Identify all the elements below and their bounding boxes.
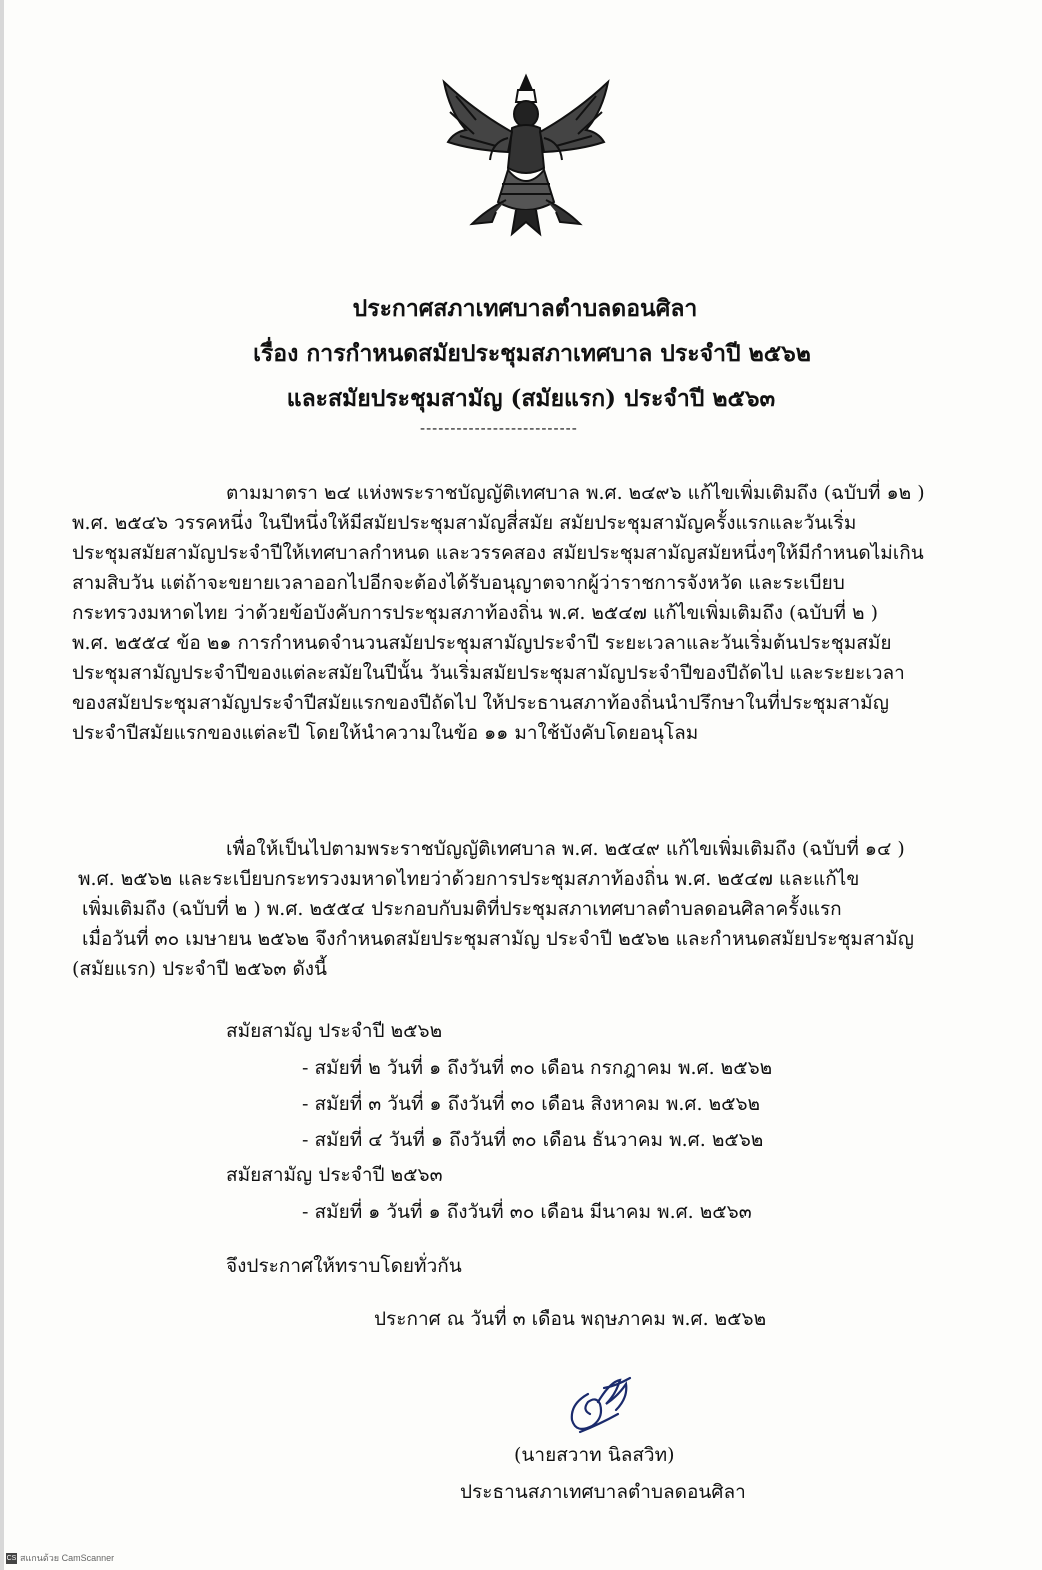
schedule-heading-2562: สมัยสามัญ ประจำปี ๒๕๖๒ — [226, 1020, 443, 1042]
paragraph-line: กระทรวงมหาดไทย ว่าด้วยข้อบังคับการประชุมสภาท้องถิ่น พ.ศ. ๒๕๔๗ แก้ไขเพิ่มเติมถึง (ฉบับที่ ๒ ) — [72, 602, 879, 624]
signatory-name: (นายสวาท นิลสวิท) — [514, 1444, 675, 1466]
garuda-emblem-icon — [436, 72, 616, 240]
schedule-heading-2563: สมัยสามัญ ประจำปี ๒๕๖๓ — [226, 1164, 443, 1186]
title-divider: -------------------------- — [420, 419, 578, 437]
paragraph-line: เพิ่มเติมถึง (ฉบับที่ ๒ ) พ.ศ. ๒๕๕๔ ประกอบกับมติที่ประชุมสภาเทศบาลตำบลดอนศิลาครั้งแรก — [82, 898, 842, 920]
announcement-title — [4, 286, 1042, 421]
announcement-date: ประกาศ ณ วันที่ ๓ เดือน พฤษภาคม พ.ศ. ๒๕๖๒ — [374, 1308, 767, 1330]
paragraph-line: ประชุมสมัยสามัญประจำปีให้เทศบาลกำหนด และวรรคสอง สมัยประชุมสามัญสมัยหนึ่งๆให้มีกำหนดไม่เกิน — [72, 542, 924, 564]
paragraph-line: สามสิบวัน แต่ถ้าจะขยายเวลาออกไปอีกจะต้องได้รับอนุญาตจากผู้ว่าราชการจังหวัด และระเบียบ — [72, 572, 845, 594]
paragraph-resolution — [72, 834, 985, 984]
schedule-item: - สมัยที่ ๑ วันที่ ๑ ถึงวันที่ ๓๐ เดือน มีนาคม พ.ศ. ๒๕๖๓ — [302, 1201, 752, 1223]
paragraph-line: ตามมาตรา ๒๔ แห่งพระราชบัญญัติเทศบาล พ.ศ. ๒๔๙๖ แก้ไขเพิ่มเติมถึง (ฉบับที่ ๑๒ ) — [226, 482, 925, 504]
camscanner-logo-icon: CS — [6, 1555, 17, 1563]
paragraph-line: ประชุมสามัญประจำปีของแต่ละสมัยในปีนั้น วันเริ่มสมัยประชุมสามัญประจำปีของปีถัดไป และระยะเวลา — [72, 662, 905, 684]
schedule-item: - สมัยที่ ๒ วันที่ ๑ ถึงวันที่ ๓๐ เดือน กรกฎาคม พ.ศ. ๒๕๖๒ — [302, 1057, 773, 1079]
title-line-2: เรื่อง การกำหนดสมัยประชุมสภาเทศบาล ประจำปี ๒๕๖๒ — [253, 340, 811, 367]
paragraph-line: ของสมัยประชุมสามัญประจำปีสมัยแรกของปีถัดไป ให้ประธานสภาท้องถิ่นนำปรึกษาในที่ประชุมสามัญ — [72, 692, 889, 714]
schedule-item: - สมัยที่ ๔ วันที่ ๑ ถึงวันที่ ๓๐ เดือน ธันวาคม พ.ศ. ๒๕๖๒ — [302, 1129, 764, 1151]
title-line-1: ประกาศสภาเทศบาลตำบลดอนศิลา — [352, 295, 698, 322]
paragraph-line: เมื่อวันที่ ๓๐ เมษายน ๒๕๖๒ จึงกำหนดสมัยประชุมสามัญ ประจำปี ๒๕๖๒ และกำหนดสมัยประชุมสามัญ — [82, 928, 914, 950]
paragraph-line: เพื่อให้เป็นไปตามพระราชบัญญัติเทศบาล พ.ศ. ๒๕๔๙ แก้ไขเพิ่มเติมถึง (ฉบับที่ ๑๔ ) — [226, 838, 905, 860]
scanner-watermark — [6, 1551, 114, 1565]
paragraph-legal-basis — [72, 478, 985, 748]
scanner-label: สแกนด้วย CamScanner — [20, 1553, 115, 1563]
paragraph-line: พ.ศ. ๒๕๖๒ และระเบียบกระทรวงมหาดไทยว่าด้วยการประชุมสภาท้องถิ่น พ.ศ. ๒๕๔๗ และแก้ไข — [78, 868, 860, 890]
paragraph-line: ประจำปีสมัยแรกของแต่ละปี โดยให้นำความในข้อ ๑๑ มาใช้บังคับโดยอนุโลม — [72, 722, 699, 744]
title-line-3: และสมัยประชุมสามัญ (สมัยแรก) ประจำปี ๒๕๖๓ — [286, 385, 776, 412]
closing-statement: จึงประกาศให้ทราบโดยทั่วกัน — [226, 1255, 462, 1277]
paragraph-line: พ.ศ. ๒๕๕๔ ข้อ ๒๑ การกำหนดจำนวนสมัยประชุมสามัญประจำปี ระยะเวลาและวันเริ่มต้นประชุมสมัย — [72, 632, 892, 654]
paragraph-line: (สมัยแรก) ประจำปี ๒๕๖๓ ดังนี้ — [72, 958, 328, 980]
signatory-title: ประธานสภาเทศบาลตำบลดอนศิลา — [460, 1481, 746, 1503]
handwritten-signature — [560, 1374, 638, 1440]
schedule-item: - สมัยที่ ๓ วันที่ ๑ ถึงวันที่ ๓๐ เดือน สิงหาคม พ.ศ. ๒๕๖๒ — [302, 1093, 761, 1115]
paragraph-line: พ.ศ. ๒๕๔๖ วรรคหนึ่ง ในปีหนึ่งให้มีสมัยประชุมสามัญสี่สมัย สมัยประชุมสามัญครั้งแรกและวันเริ่ม — [72, 512, 857, 534]
